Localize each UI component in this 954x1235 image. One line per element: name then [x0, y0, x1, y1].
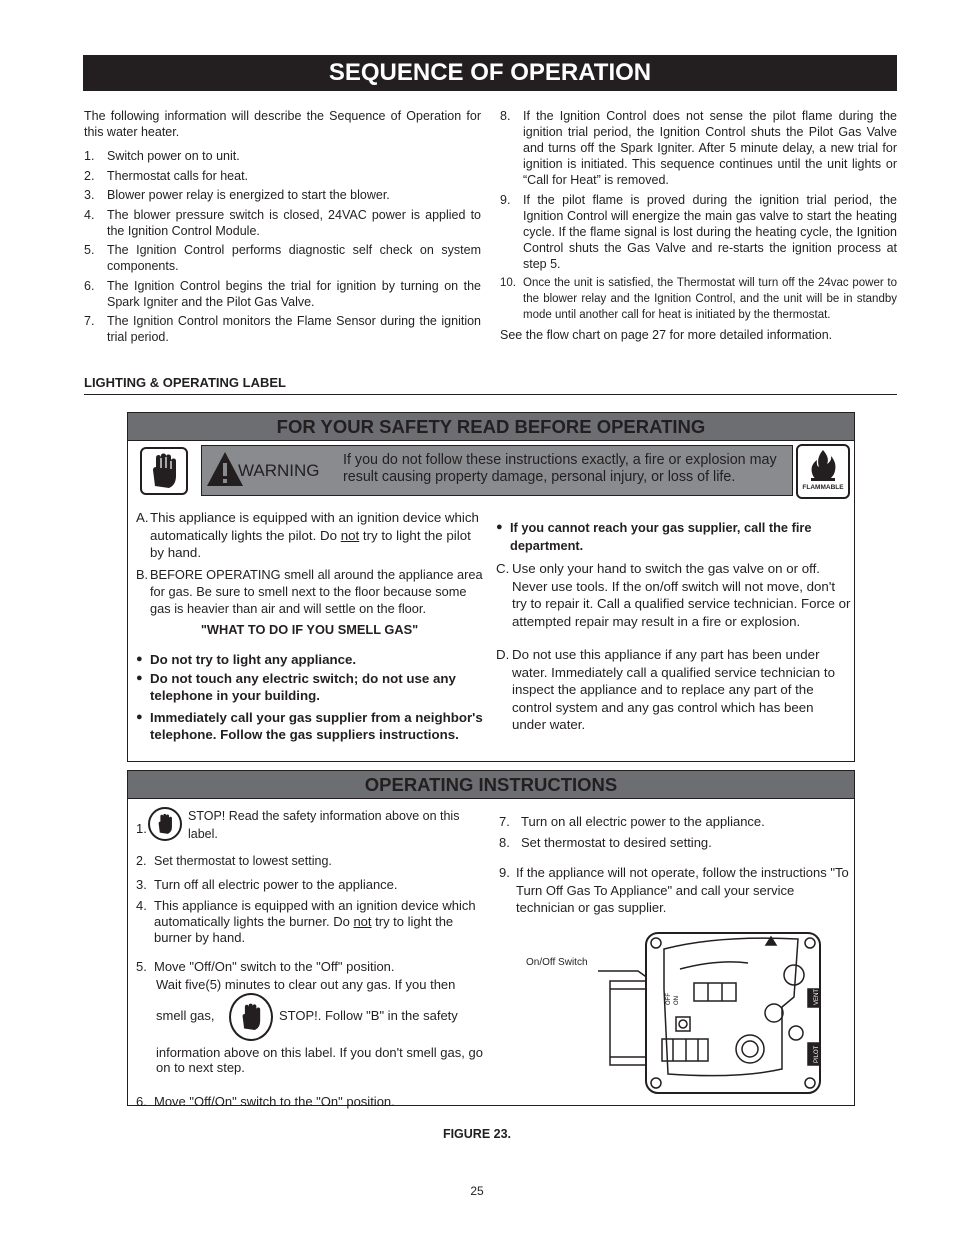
- item-b: [136, 566, 483, 617]
- operating-header: OPERATING INSTRUCTIONS: [128, 771, 854, 799]
- page-number: 25: [470, 1184, 484, 1198]
- item-d: [496, 646, 851, 734]
- warning-banner: [201, 445, 793, 496]
- safety-right-column: [496, 519, 851, 734]
- sequence-step-text: Thermostat calls for heat.: [107, 168, 249, 183]
- sequence-step-text: The blower pressure switch is closed, 24VAC power is applied to the Ignition Control Module.: [107, 207, 481, 238]
- section-divider: [84, 394, 897, 395]
- operating-instructions-box: [127, 770, 855, 1109]
- valve-pilot-label: PILOT: [814, 1045, 820, 1063]
- op-step-5-wait: Wait five(5) minutes to clear out any gas. If you then: [156, 976, 456, 992]
- op-step-3: [136, 876, 491, 894]
- gas-valve-diagram: [598, 929, 828, 1099]
- sequence-step: [84, 207, 481, 239]
- op-step-6-text: Move "Off/On" switch to the "On" position.: [154, 1094, 395, 1109]
- op-step-5-stop-row: [136, 993, 491, 1045]
- item-a-text-2: try to light the pilot by hand.: [150, 527, 471, 560]
- sequence-step-text: Blower power relay is energized to start the blower.: [107, 188, 390, 202]
- op-step-3-num: 3.: [136, 876, 147, 892]
- sequence-step: [84, 313, 481, 345]
- op-step-8-num: 8.: [499, 834, 510, 850]
- operating-left-column: [136, 807, 491, 1111]
- sequence-step-number: 9.: [500, 192, 511, 207]
- on-off-switch-callout: On/Off Switch: [526, 957, 588, 968]
- item-a-letter: A.: [136, 510, 149, 525]
- sequence-step: [500, 192, 897, 272]
- valve-body: [646, 933, 820, 1093]
- sequence-step-number: 7.: [84, 314, 95, 328]
- left-column: [84, 108, 481, 349]
- valve-on-label: ON: [674, 996, 680, 1005]
- op-step-5-info: information above on this label. If you don't smell gas, go on to next step.: [156, 1045, 483, 1075]
- sequence-step-number: 5.: [84, 243, 95, 257]
- item-a: [136, 509, 483, 562]
- op-step-4-not: not: [353, 914, 372, 929]
- warning-text: If you do not follow these instructions exactly, a fire or explosion may result causing property damage, personal injury, or loss of life.: [343, 452, 777, 485]
- sequence-step: [500, 108, 897, 188]
- item-c-text: Use only your hand to switch the gas valve on or off. Never use tools. If the on/off switch will not move, don't try to repair it. Call a qualified service technician. Force or attempted repair may result in a fire or explosion.: [512, 561, 851, 629]
- bullet-3: ● Immediately call your gas supplier from a neighbor's telephone. Follow the gas suppliers instructions.: [136, 709, 483, 744]
- op-step-1-num: 1.: [136, 821, 147, 836]
- sequence-step-text: The Ignition Control performs diagnostic self check on system components.: [107, 243, 481, 273]
- sequence-step: [84, 148, 481, 164]
- op-step-4-text-1: This appliance is equipped with an ignition device which automatically lights the burner. Do: [154, 898, 476, 929]
- valve-off-label: OFF: [666, 993, 672, 1005]
- bullet-2: ● Do not touch any electric switch; do not use any telephone in your building.: [136, 670, 483, 705]
- sequence-step: [84, 242, 481, 274]
- op-step-4: [136, 898, 491, 946]
- item-a-not: not: [340, 527, 360, 543]
- sequence-step-text: The Ignition Control monitors the Flame Sensor during the ignition trial period.: [107, 314, 481, 344]
- item-b-letter: B.: [136, 566, 149, 582]
- sequence-list-right: [500, 108, 897, 323]
- bullet-1: ● Do not try to light any appliance.: [136, 651, 483, 669]
- flammable-label: FLAMMABLE: [802, 484, 844, 491]
- flame-icon: [808, 448, 838, 482]
- op-step-9: [499, 864, 851, 917]
- sequence-step-number: 3.: [84, 188, 95, 202]
- op-step-4-num: 4.: [136, 898, 147, 913]
- flammable-symbol: [796, 444, 850, 499]
- op-step-2-num: 2.: [136, 854, 147, 868]
- op-step-5: [136, 958, 491, 976]
- op-step-7: [499, 813, 851, 831]
- op-step-1: [136, 807, 491, 843]
- op-step-6: [136, 1093, 491, 1111]
- hand-glyph-icon: [147, 452, 181, 490]
- valve-vent-label: VENT: [814, 988, 820, 1005]
- op-step-8: [499, 834, 851, 852]
- sequence-step: [84, 278, 481, 310]
- op-step-2: [136, 853, 491, 871]
- page-title: SEQUENCE OF OPERATION: [83, 55, 897, 91]
- sequence-step-text: Once the unit is satisfied, the Thermostat will turn off the 24vac power to the blower relay and the Ignition Control, and the unit will be in standby mode until another call for heat is initiated by the thermostat.: [523, 277, 897, 321]
- sequence-step-text: If the Ignition Control does not sense the pilot flame during the ignition trial period, the Ignition Control shuts the Pilot Gas Valve and turns off the Spark Igniter. After 5 minute delay, a new trial for ignition is initiated. This sequence continues until the unit lights or “Call for Heat” is removed.: [523, 109, 897, 187]
- sequence-step-number: 1.: [84, 149, 95, 163]
- stop-hand-step5-icon: [229, 993, 273, 1041]
- item-c: [496, 560, 851, 630]
- op-step-5-num: 5.: [136, 959, 147, 974]
- item-b-text: BEFORE OPERATING smell all around the appliance area for gas. Be sure to smell next to the floor because some gas is heavier than air and will settle on the floor.: [150, 566, 483, 616]
- op-step-5-text: Move "Off/On" switch to the "Off" position.: [154, 959, 395, 974]
- right-column: [500, 108, 897, 327]
- smell-gas-title: "WHAT TO DO IF YOU SMELL GAS": [200, 621, 419, 637]
- figure-caption: FIGURE 23.: [442, 1127, 512, 1141]
- hand-glyph-small-icon: [155, 813, 175, 835]
- safety-left-column: [136, 509, 483, 744]
- sequence-step-text: If the pilot flame is proved during the ignition trial period, the Ignition Control will energize the main gas valve to start the heating cycle. If the flame signal is lost during the heating cycle, the Ignition Control shuts the Gas Valve and re-starts the ignition process at step 5.: [523, 192, 897, 271]
- op-step-8-text: Set thermostat to desired setting.: [521, 834, 712, 850]
- intro-text: The following information will describe the Sequence of Operation for this water heater.: [84, 109, 481, 139]
- safety-label-box: [127, 412, 855, 762]
- item-a-text-1: This appliance is equipped with an ignition device which automatically lights the pilot. Do: [150, 510, 479, 543]
- sequence-step: [500, 275, 897, 323]
- op-step-6-num: 6.: [136, 1094, 147, 1109]
- op-step-7-text: Turn on all electric power to the appliance.: [521, 814, 765, 829]
- op-step-9-text: If the appliance will not operate, follow the instructions "To Turn Off Gas To Appliance" and call your service technician or gas supplier.: [516, 865, 849, 915]
- operating-right-column: [499, 813, 851, 917]
- item-d-letter: D.: [496, 647, 510, 662]
- flow-chart-note: See the flow chart on page 27 for more detailed information.: [500, 328, 833, 342]
- stop-hand-icon: [140, 447, 188, 495]
- op-step-7-num: 7.: [499, 814, 510, 829]
- warning-word: WARNING: [238, 461, 320, 480]
- sequence-list-left: [84, 148, 481, 345]
- sequence-step-number: 2.: [84, 168, 95, 183]
- section-title: LIGHTING & OPERATING LABEL: [84, 375, 286, 390]
- stop-hand-small-icon: [148, 807, 182, 841]
- sequence-step-number: 10.: [500, 277, 516, 289]
- safety-header: FOR YOUR SAFETY READ BEFORE OPERATING: [128, 413, 854, 441]
- op-step-2-text: Set thermostat to lowest setting.: [154, 854, 332, 868]
- item-c-letter: C.: [496, 561, 510, 576]
- op-step-5-smell: smell gas,: [156, 1008, 215, 1023]
- sequence-step-number: 6.: [84, 278, 95, 293]
- item-d-text: Do not use this appliance if any part has been under water. Immediately call a qualified service technician to inspect the appliance and to replace any part of the control system and any gas control which has been under water.: [512, 647, 835, 732]
- op-step-9-num: 9.: [499, 865, 510, 880]
- sequence-step: [84, 168, 481, 184]
- op-step-5-follow: STOP!. Follow "B" in the safety: [279, 1008, 458, 1023]
- sequence-step: [84, 187, 481, 203]
- valve-inlet: [610, 981, 646, 1065]
- sequence-step-text: The Ignition Control begins the trial for ignition by turning on the Spark Igniter and the Pilot Gas Valve.: [107, 278, 481, 309]
- op-step-3-text: Turn off all electric power to the appliance.: [154, 876, 398, 892]
- op-step-1-text: STOP! Read the safety information above on this label.: [188, 809, 460, 841]
- bullet-4: ● If you cannot reach your gas supplier, call the fire department.: [496, 519, 851, 554]
- sequence-step-number: 8.: [500, 109, 511, 123]
- sequence-step-text: Switch power on to unit.: [107, 149, 240, 163]
- hand-glyph-step5-icon: [238, 1002, 264, 1032]
- op-step-4-text-2: try to light the burner by hand.: [154, 914, 454, 945]
- sequence-step-number: 4.: [84, 207, 95, 222]
